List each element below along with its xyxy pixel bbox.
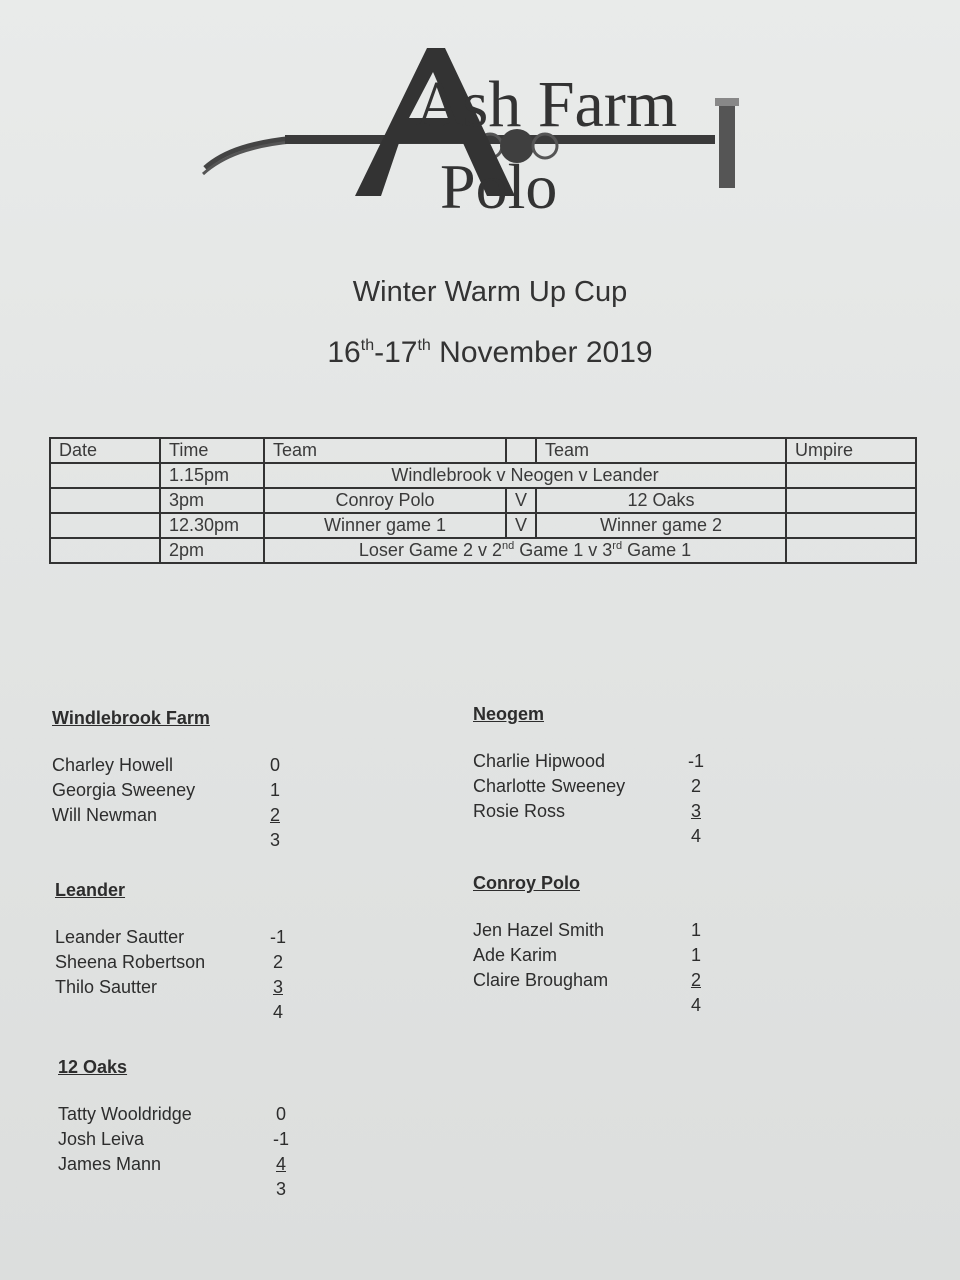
player-row: [52, 753, 290, 778]
player-name: Josh Leiva: [58, 1129, 145, 1149]
schedule-row: [50, 513, 916, 538]
player-handicap: 1: [690, 920, 701, 940]
player-handicap: 1: [269, 780, 280, 800]
player-row: [473, 749, 711, 774]
player-handicap: 2: [690, 970, 701, 990]
team-total: 4: [272, 1002, 283, 1022]
player-handicap: 2: [272, 952, 283, 972]
team-windlebrook: [52, 708, 290, 853]
player-row: [52, 778, 290, 803]
page-title: Winter Warm Up Cup: [352, 276, 628, 308]
player-name: Sheena Robertson: [55, 952, 206, 972]
row-team2: Winner game 2: [536, 513, 786, 538]
team-name: 12 Oaks: [58, 1057, 128, 1077]
team-name: Conroy Polo: [473, 873, 580, 893]
player-name: Leander Sautter: [55, 927, 185, 947]
player-name: Ade Karim: [473, 945, 558, 965]
row-time: 1.15pm: [160, 463, 264, 488]
player-name: Tatty Wooldridge: [58, 1104, 192, 1124]
team-total: 3: [269, 830, 280, 850]
header-time: Time: [160, 438, 264, 463]
player-name: Thilo Sautter: [55, 977, 158, 997]
player-row: [58, 1152, 296, 1177]
schedule-header-row: [50, 438, 916, 463]
team-total: 4: [690, 826, 701, 846]
player-row: [58, 1102, 296, 1127]
team-total: 3: [275, 1179, 286, 1199]
player-handicap: -1: [272, 1129, 289, 1149]
player-handicap: -1: [269, 927, 286, 947]
player-name: Claire Brougham: [473, 970, 609, 990]
player-name: Rosie Ross: [473, 801, 566, 821]
player-name: Jen Hazel Smith: [473, 920, 605, 940]
row-match: Loser Game 2 v 2nd Game 1 v 3rd Game 1: [264, 538, 786, 563]
player-handicap: 4: [275, 1154, 286, 1174]
schedule-table: [49, 437, 917, 564]
player-handicap: 2: [269, 805, 280, 825]
player-row: [473, 918, 711, 943]
team-total-row: [55, 1000, 293, 1025]
row-time: 3pm: [160, 488, 264, 513]
player-name: Charlotte Sweeney: [473, 776, 626, 796]
team-12-oaks: [58, 1057, 296, 1202]
team-neogem: [473, 704, 711, 849]
logo-line1: Ash Farm: [415, 68, 678, 141]
row-vs: V: [506, 513, 536, 538]
team-name: Neogem: [473, 704, 545, 724]
header-team1: Team: [264, 438, 506, 463]
player-row: [55, 925, 293, 950]
player-row: [52, 803, 290, 828]
team-name: Leander: [55, 880, 126, 900]
player-handicap: 0: [275, 1104, 286, 1124]
team-total: 4: [690, 995, 701, 1015]
team-total-row: [473, 993, 711, 1018]
player-name: Charlie Hipwood: [473, 751, 606, 771]
header-umpire: Umpire: [786, 438, 916, 463]
player-handicap: 3: [690, 801, 701, 821]
player-name: Will Newman: [52, 805, 158, 825]
ash-farm-polo-logo: [195, 38, 755, 228]
schedule-row: [50, 488, 916, 513]
team-total-row: [58, 1177, 296, 1202]
row-team2: 12 Oaks: [536, 488, 786, 513]
player-name: James Mann: [58, 1154, 162, 1174]
team-leander: [55, 880, 293, 1025]
player-name: Georgia Sweeney: [52, 780, 196, 800]
team-name: Windlebrook Farm: [52, 708, 210, 728]
team-total-row: [52, 828, 290, 853]
team-total-row: [473, 824, 711, 849]
player-handicap: 2: [690, 776, 701, 796]
header-vs: [506, 438, 536, 463]
player-name: Charley Howell: [52, 755, 174, 775]
player-row: [473, 968, 711, 993]
event-dates: 16th-17th November 2019: [327, 336, 653, 369]
player-row: [55, 975, 293, 1000]
player-row: [58, 1127, 296, 1152]
player-handicap: 1: [690, 945, 701, 965]
player-handicap: 3: [272, 977, 283, 997]
player-row: [55, 950, 293, 975]
player-row: [473, 943, 711, 968]
player-row: [473, 799, 711, 824]
row-match: Windlebrook v Neogen v Leander: [264, 463, 786, 488]
row-time: 12.30pm: [160, 513, 264, 538]
logo-line2: Polo: [440, 151, 558, 222]
header-team2: Team: [536, 438, 786, 463]
player-row: [473, 774, 711, 799]
team-conroy-polo: [473, 873, 711, 1018]
row-team1: Winner game 1: [264, 513, 506, 538]
row-team1: Conroy Polo: [264, 488, 506, 513]
header-date: Date: [50, 438, 160, 463]
row-time: 2pm: [160, 538, 264, 563]
schedule-row: [50, 538, 916, 563]
player-handicap: 0: [269, 755, 280, 775]
schedule-row: [50, 463, 916, 488]
player-handicap: -1: [687, 751, 704, 771]
row-vs: V: [506, 488, 536, 513]
